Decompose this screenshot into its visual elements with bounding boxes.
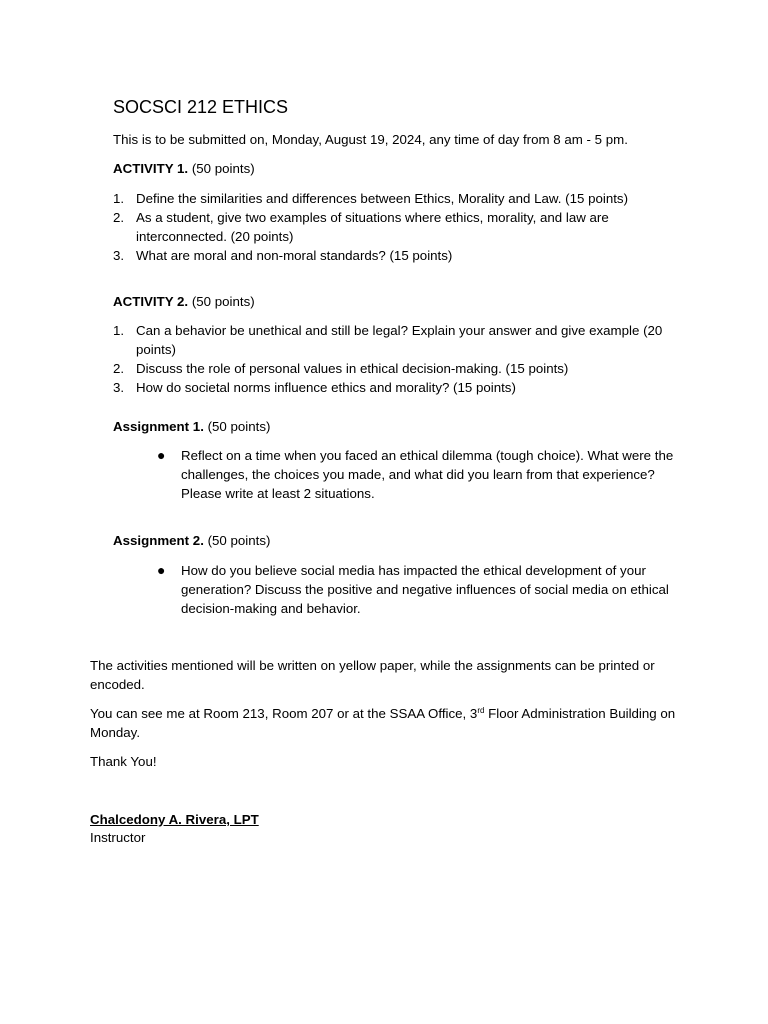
assignment-1-label: Assignment 1. bbox=[113, 419, 204, 434]
list-item bbox=[113, 189, 683, 208]
list-item bbox=[157, 561, 677, 618]
activity-1-list bbox=[113, 189, 683, 265]
item-text: As a student, give two examples of situations where ethics, morality, and law are interconnected. (20 points) bbox=[136, 210, 609, 244]
assignment-2-list bbox=[157, 561, 677, 618]
activity-2-heading bbox=[113, 292, 255, 311]
item-text: How do you believe social media has impacted the ethical development of your generation? Discuss the positive and negative influences of social media on ethical decision-making and behavior. bbox=[181, 563, 669, 616]
item-text: How do societal norms influence ethics and morality? (15 points) bbox=[136, 380, 516, 395]
assignment-1-heading bbox=[113, 417, 270, 436]
activity-1-label: ACTIVITY 1. bbox=[113, 161, 189, 176]
location-text-end: Floor Administration Building on Monday. bbox=[90, 706, 676, 740]
bullet-icon: ● bbox=[157, 447, 166, 463]
activity-1-heading bbox=[113, 159, 255, 178]
document-title: SOCSCI 212 ETHICS bbox=[113, 97, 289, 117]
item-text: What are moral and non-moral standards? (15 points) bbox=[136, 248, 453, 263]
list-item bbox=[113, 246, 683, 265]
paper-note: The activities mentioned will be written on yellow paper, while the assignments can be printed or encoded. bbox=[90, 658, 655, 692]
item-text: Discuss the role of personal values in ethical decision-making. (15 points) bbox=[136, 361, 569, 376]
list-item bbox=[157, 446, 677, 503]
activity-2-label: ACTIVITY 2. bbox=[113, 294, 189, 309]
item-number: 2. bbox=[113, 361, 125, 376]
list-item bbox=[113, 321, 703, 359]
list-item bbox=[113, 359, 703, 378]
location-note bbox=[90, 704, 680, 742]
signature-name: Chalcedony A. Rivera, LPT bbox=[90, 812, 259, 827]
assignment-2-heading bbox=[113, 531, 270, 550]
item-number: 3. bbox=[113, 380, 125, 395]
assignment-2-points: (50 points) bbox=[203, 533, 271, 548]
assignment-1-points: (50 points) bbox=[203, 419, 271, 434]
submission-note: This is to be submitted on, Monday, August 19, 2024, any time of day from 8 am - 5 pm. bbox=[113, 132, 628, 147]
item-number: 3. bbox=[113, 248, 125, 263]
assignment-2-label: Assignment 2. bbox=[113, 533, 204, 548]
item-number: 1. bbox=[113, 191, 125, 206]
activity-2-list bbox=[113, 321, 703, 397]
assignment-1-list bbox=[157, 446, 677, 503]
signature-role: Instructor bbox=[90, 830, 146, 845]
ordinal-suffix: rd bbox=[477, 706, 485, 715]
item-number: 1. bbox=[113, 323, 125, 338]
activity-1-points: (50 points) bbox=[188, 161, 255, 176]
closing-thanks: Thank You! bbox=[90, 754, 157, 769]
item-text: Reflect on a time when you faced an ethical dilemma (tough choice). What were the challenges, the choices you made, and what did you learn from that experience? Please write at least 2 situations. bbox=[181, 448, 674, 501]
list-item bbox=[113, 378, 703, 397]
bullet-icon: ● bbox=[157, 562, 166, 578]
location-text: You can see me at Room 213, Room 207 or at the SSAA Office, 3 bbox=[90, 706, 478, 721]
item-text: Define the similarities and differences between Ethics, Morality and Law. (15 points) bbox=[136, 191, 628, 206]
item-text: Can a behavior be unethical and still be legal? Explain your answer and give example (20 points) bbox=[136, 323, 663, 357]
activity-2-points: (50 points) bbox=[188, 294, 255, 309]
list-item bbox=[113, 208, 683, 246]
item-number: 2. bbox=[113, 210, 125, 225]
